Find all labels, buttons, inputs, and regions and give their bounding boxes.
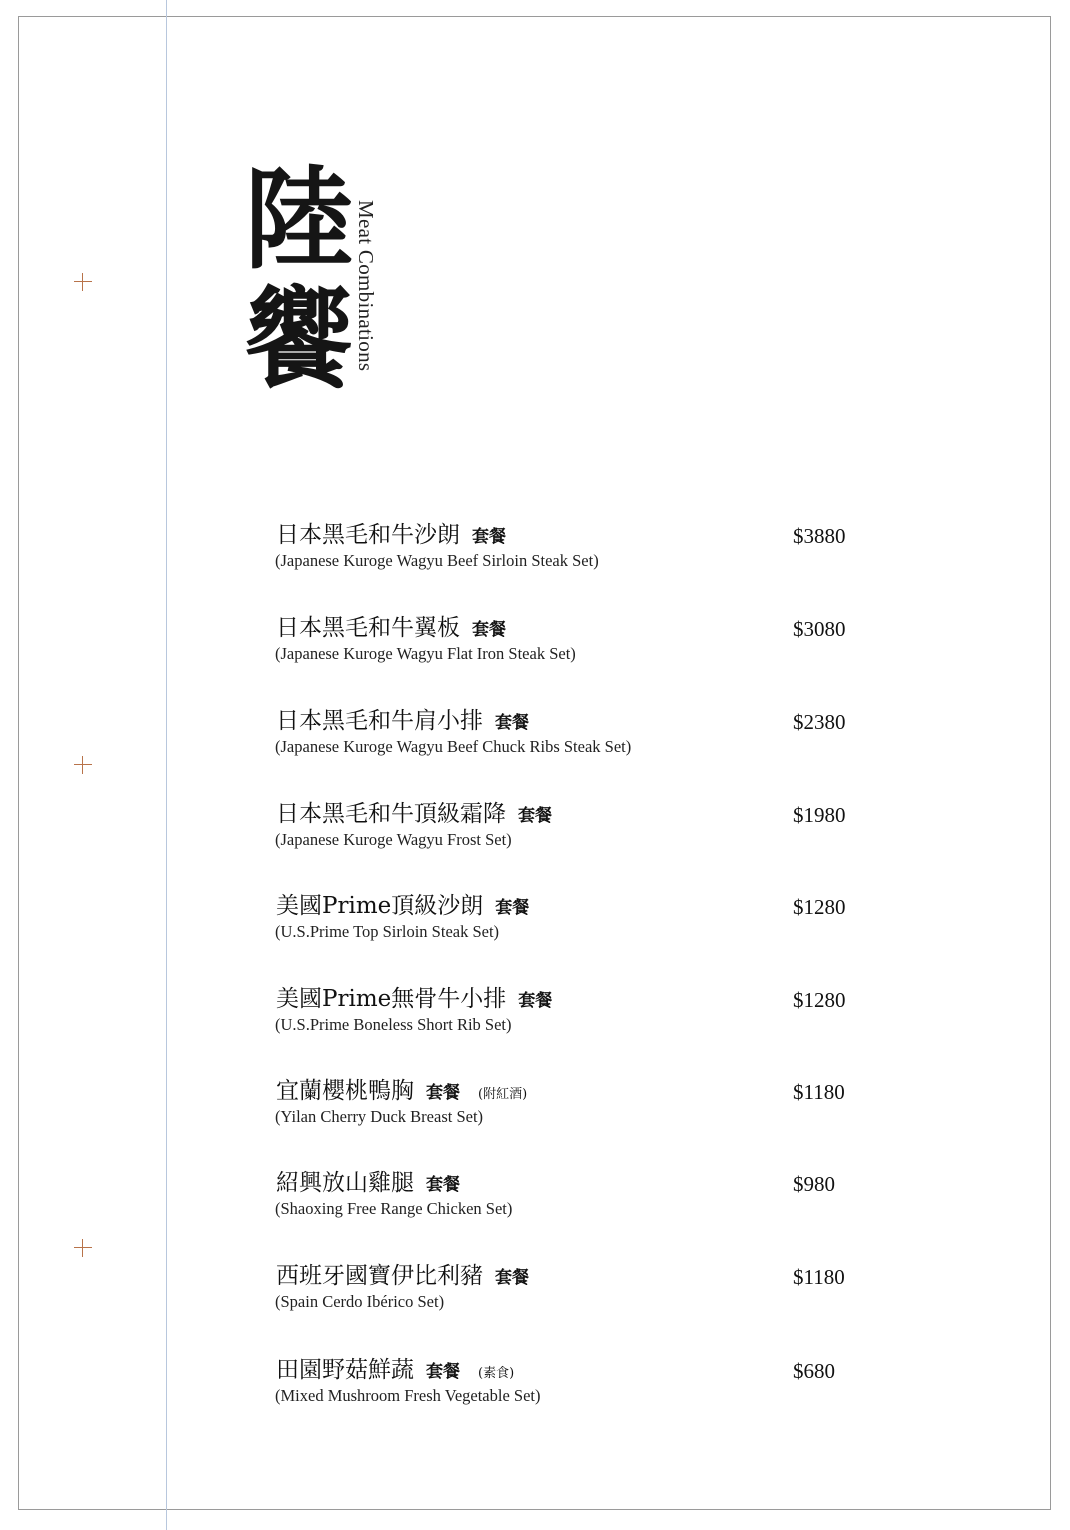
dish-name-en: (Shaoxing Free Range Chicken Set) xyxy=(275,1199,513,1218)
dish-name-zh xyxy=(276,611,506,647)
crosshair-mark-icon xyxy=(74,273,92,291)
crosshair-mark-icon xyxy=(74,756,92,774)
dish-price: $1280 xyxy=(793,895,846,919)
set-label: 套餐 xyxy=(472,620,506,640)
dish-name-zh xyxy=(276,889,529,925)
crosshair-mark-icon xyxy=(74,1239,92,1257)
menu-item xyxy=(270,889,870,959)
set-label: 套餐 xyxy=(518,806,552,826)
dish-name: 日本黑毛和牛頂級霜降 xyxy=(276,801,506,827)
dish-name: 日本黑毛和牛沙朗 xyxy=(276,522,460,548)
dish-name-zh xyxy=(276,1166,460,1202)
dish-price: $3880 xyxy=(793,524,846,548)
menu-item xyxy=(270,1074,870,1144)
dish-name-zh xyxy=(276,1259,529,1295)
dish-price: $1280 xyxy=(793,988,846,1012)
dish-price: $3080 xyxy=(793,617,846,641)
menu-item xyxy=(270,1259,870,1329)
set-label: 套餐 xyxy=(518,991,553,1011)
dish-name: 紹興放山雞腿 xyxy=(276,1170,414,1196)
title-glyph-1: 陸 xyxy=(244,155,354,284)
margin-guide-line xyxy=(166,0,167,1530)
dish-price: $980 xyxy=(793,1172,835,1196)
set-label: 套餐 xyxy=(495,713,529,733)
dish-name-en: (Japanese Kuroge Wagyu Beef Chuck Ribs Steak Set) xyxy=(275,737,632,756)
dish-name-zh xyxy=(276,797,552,833)
dish-name-en: (Japanese Kuroge Wagyu Flat Iron Steak Set) xyxy=(275,644,576,663)
dish-name: 美國Prime無骨牛小排 xyxy=(276,986,507,1012)
dish-name-en: (Japanese Kuroge Wagyu Frost Set) xyxy=(275,830,512,849)
dish-price: $680 xyxy=(793,1359,835,1383)
dish-name: 日本黑毛和牛翼板 xyxy=(276,615,460,641)
dish-name: 田園野菇鮮蔬 xyxy=(276,1357,414,1383)
dish-name-zh xyxy=(276,518,506,554)
dish-name-en: (Japanese Kuroge Wagyu Beef Sirloin Steak Set) xyxy=(275,551,599,570)
menu-item xyxy=(270,518,870,588)
set-label: 套餐 xyxy=(495,898,530,918)
dish-note: (附紅酒) xyxy=(478,1087,528,1102)
dish-price: $1180 xyxy=(793,1265,845,1289)
dish-name: 西班牙國寶伊比利豬 xyxy=(276,1263,483,1289)
dish-name-zh xyxy=(276,704,529,740)
dish-name-en: (Spain Cerdo Ibérico Set) xyxy=(275,1292,445,1311)
menu-item xyxy=(270,982,870,1052)
menu-item xyxy=(270,611,870,681)
dish-note: (素食) xyxy=(478,1366,515,1381)
set-label: 套餐 xyxy=(472,527,506,547)
menu-item xyxy=(270,704,870,774)
dish-price: $1980 xyxy=(793,803,846,827)
dish-name-en: (Mixed Mushroom Fresh Vegetable Set) xyxy=(275,1386,541,1405)
dish-name: 日本黑毛和牛肩小排 xyxy=(276,708,483,734)
set-label: 套餐 xyxy=(426,1175,460,1195)
dish-name-en: (Yilan Cherry Duck Breast Set) xyxy=(275,1107,484,1126)
set-label: 套餐 xyxy=(426,1083,460,1103)
section-title-english: Meat Combinations xyxy=(354,200,378,372)
title-glyph-2: 饗 xyxy=(244,275,354,404)
menu-item xyxy=(270,1166,870,1236)
dish-name-zh xyxy=(276,982,552,1018)
dish-price: $2380 xyxy=(793,710,846,734)
dish-name-en: (U.S.Prime Top Sirloin Steak Set) xyxy=(275,922,500,941)
menu-item xyxy=(270,797,870,867)
dish-name: 宜蘭櫻桃鴨胸 xyxy=(276,1078,414,1104)
dish-name-en: (U.S.Prime Boneless Short Rib Set) xyxy=(275,1015,512,1034)
set-label: 套餐 xyxy=(495,1268,529,1288)
dish-price: $1180 xyxy=(793,1080,845,1104)
menu-item xyxy=(270,1353,870,1423)
set-label: 套餐 xyxy=(426,1362,460,1382)
dish-name: 美國Prime頂級沙朗 xyxy=(276,893,484,919)
section-title-calligraphy xyxy=(244,155,354,404)
